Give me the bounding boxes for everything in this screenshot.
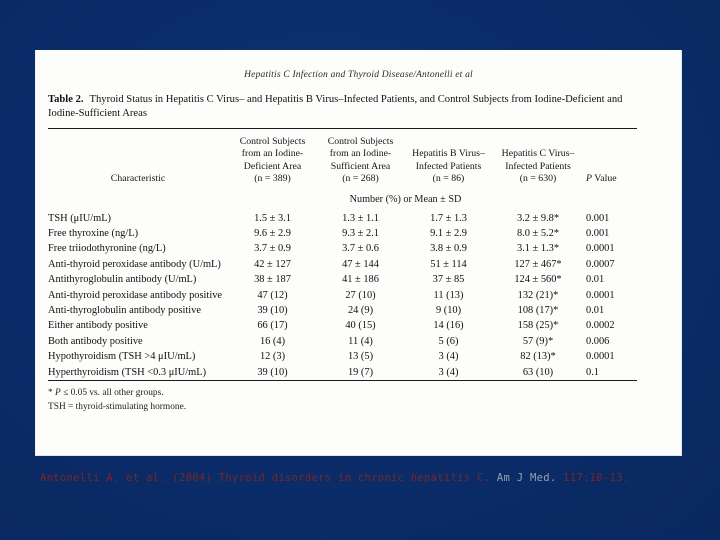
table-footnotes: [48, 386, 637, 414]
column-header-hcv: Hepatitis C Virus– Infected Patients (n = 630): [501, 148, 575, 185]
value-cell: 3 (4): [438, 351, 459, 363]
table-row: [48, 303, 637, 318]
table-row: [48, 288, 637, 303]
subheader-row: [48, 187, 637, 211]
value-cell: 38 ± 187: [254, 274, 291, 286]
column-header-p-value: P Value: [586, 173, 617, 185]
value-cell: 108 (17)*: [517, 305, 559, 317]
row-label: Anti-thyroglobulin antibody positive: [48, 305, 201, 317]
value-cell: 9.1 ± 2.9: [430, 228, 467, 240]
value-cell: 41 ± 186: [342, 274, 379, 286]
value-cell: 9.3 ± 2.1: [342, 228, 379, 240]
value-cell: 11 (13): [433, 289, 464, 301]
value-cell: 158 (25)*: [517, 320, 559, 332]
value-cell: 37 ± 85: [432, 274, 465, 286]
table-row: [48, 349, 637, 364]
row-label: Free triiodothyronine (ng/L): [48, 243, 166, 255]
value-cell: 3.7 ± 0.9: [254, 243, 291, 255]
row-label: Free thyroxine (ng/L): [48, 228, 139, 240]
characteristic-label: Characteristic: [110, 173, 166, 185]
row-label: Antithyroglobulin antibody (U/mL): [48, 274, 197, 286]
p-value-cell: 0.001: [586, 228, 610, 240]
row-label: Both antibody positive: [48, 335, 143, 347]
table-row: [48, 211, 637, 226]
p-value-cell: 0.0001: [586, 289, 615, 301]
value-cell: 1.3 ± 1.1: [342, 212, 379, 224]
p-value-cell: 0.0001: [586, 243, 615, 255]
value-cell: 1.5 ± 3.1: [254, 212, 291, 224]
journal-page-scan: [35, 50, 682, 456]
value-cell: 27 (10): [345, 289, 376, 301]
header-row: [48, 129, 637, 187]
value-cell: 9.6 ± 2.9: [254, 228, 291, 240]
column-header-control-deficient: Control Subjects from an Iodine- Deficient Area (n = 389): [239, 136, 306, 185]
row-label: Anti-thyroid peroxidase antibody (U/mL): [48, 258, 221, 270]
thyroid-status-table: [48, 129, 637, 380]
footnote-significance: * P ≤ 0.05 vs. all other groups.: [48, 388, 164, 399]
value-cell: 132 (21)*: [517, 289, 559, 301]
value-cell: 24 (9): [347, 305, 374, 317]
value-cell: 1.7 ± 1.3: [430, 212, 467, 224]
p-value-cell: 0.01: [586, 305, 605, 317]
row-label: Hyperthyroidism (TSH <0.3 μIU/mL): [48, 366, 207, 378]
citation-pages: 117:10-13.: [556, 472, 630, 484]
table-row: [48, 318, 637, 333]
citation-journal: Am J Med.: [496, 472, 557, 484]
value-cell: 39 (10): [257, 366, 288, 378]
value-cell: 8.0 ± 5.2*: [516, 228, 560, 240]
table-title: [48, 93, 637, 121]
table-row: [48, 334, 637, 349]
value-cell: 127 ± 467*: [514, 258, 562, 270]
p-value-cell: 0.1: [586, 366, 599, 378]
table-row: [48, 257, 637, 272]
table-row: [48, 272, 637, 287]
value-cell: 47 (12): [257, 289, 288, 301]
row-label: Anti-thyroid peroxidase antibody positive: [48, 289, 223, 301]
value-cell: 63 (10): [522, 366, 554, 378]
value-cell: 57 (9)*: [522, 335, 554, 347]
p-value-cell: 0.0001: [586, 351, 615, 363]
bottom-rule: [48, 380, 637, 381]
subheader-spacer: [583, 187, 637, 211]
value-cell: 12 (3): [259, 351, 286, 363]
slide-citation: [40, 472, 680, 484]
value-cell: 3.2 ± 9.8*: [516, 212, 560, 224]
value-cell: 3.8 ± 0.9: [430, 243, 467, 255]
value-cell: 51 ± 114: [430, 258, 467, 270]
p-value-cell: 0.0007: [586, 258, 615, 270]
value-cell: 39 (10): [257, 305, 288, 317]
value-cell: 3 (4): [438, 366, 459, 378]
table-row: [48, 241, 637, 256]
subheader-spacer: [48, 187, 228, 211]
p-value-cell: 0.0002: [586, 320, 615, 332]
citation-text: Antonelli A. et al. (2004) Thyroid disorders in chronic hepatitis C.: [40, 472, 497, 484]
table-content-area: [48, 93, 637, 414]
value-cell: 42 ± 127: [254, 258, 291, 270]
footnote-abbreviation: TSH = thyroid-stimulating hormone.: [48, 402, 187, 413]
value-cell: 13 (5): [347, 351, 374, 363]
value-cell: 124 ± 560*: [514, 274, 562, 286]
p-value-cell: 0.001: [586, 212, 610, 224]
running-head: Hepatitis C Infection and Thyroid Disease/Antonelli et al: [244, 70, 473, 80]
column-header-characteristic: [48, 129, 228, 187]
table-header: [48, 129, 637, 211]
value-cell: 11 (4): [348, 335, 373, 347]
value-cell: 14 (16): [433, 320, 464, 332]
table-row: [48, 365, 637, 380]
value-cell: 40 (15): [345, 320, 376, 332]
p-value-cell: 0.01: [586, 274, 605, 286]
value-cell: 5 (6): [438, 335, 459, 347]
value-cell: 19 (7): [347, 366, 374, 378]
value-cell: 9 (10): [435, 305, 462, 317]
column-header-control-sufficient: Control Subjects from an Iodine- Sufficient Area (n = 268): [327, 136, 394, 185]
table-body: [48, 211, 637, 380]
table-label: Table 2.: [48, 94, 84, 105]
row-label: Hypothyroidism (TSH >4 μIU/mL): [48, 351, 196, 363]
value-cell: 47 ± 144: [342, 258, 379, 270]
p-value-cell: 0.006: [586, 335, 610, 347]
row-label: TSH (μIU/mL): [48, 212, 111, 224]
units-subheader: Number (%) or Mean ± SD: [349, 193, 462, 205]
value-cell: 82 (13)*: [520, 351, 556, 363]
value-cell: 16 (4): [259, 335, 286, 347]
value-cell: 3.1 ± 1.3*: [516, 243, 560, 255]
table-title-text: Thyroid Status in Hepatitis C Virus– and Hepatitis B Virus–Infected Patients, and Control Subjects from Iodine-Deficient and Iodine-Sufficient Areas: [48, 94, 623, 119]
table-row: [48, 226, 637, 241]
column-header-hbv: Hepatitis B Virus– Infected Patients (n = 86): [412, 148, 485, 185]
row-label: Either antibody positive: [48, 320, 148, 332]
value-cell: 3.7 ± 0.6: [342, 243, 379, 255]
value-cell: 66 (17): [257, 320, 288, 332]
